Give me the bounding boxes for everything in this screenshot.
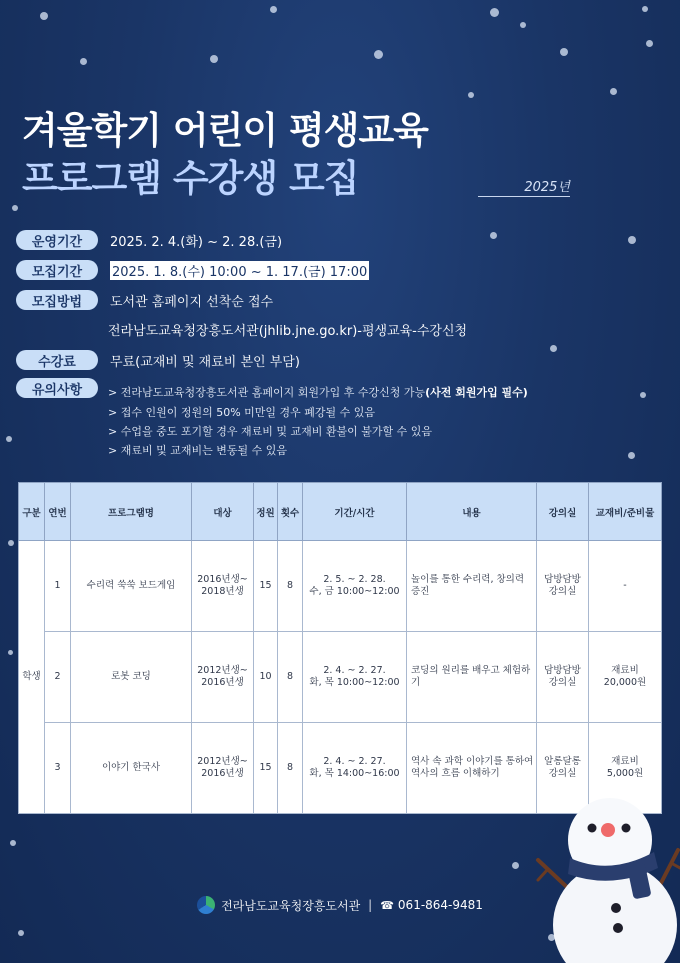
header-count: 횟수 — [278, 483, 303, 541]
cell-capacity: 15 — [254, 541, 278, 632]
info-notes — [16, 378, 98, 398]
snowflake — [490, 8, 499, 17]
snowflake — [646, 40, 653, 47]
title-line-2: 프로그램 수강생 모집 — [22, 157, 359, 200]
snowflake — [560, 48, 568, 56]
snowflake — [468, 92, 474, 98]
snowflake — [80, 58, 87, 65]
snowflake — [640, 392, 646, 398]
table-row — [19, 541, 662, 632]
header-category: 구분 — [19, 483, 45, 541]
footer — [0, 896, 680, 914]
snowflake — [8, 650, 13, 655]
cell-count: 8 — [278, 541, 303, 632]
cell-name: 이야기 한국사 — [71, 723, 192, 814]
snowflake — [642, 6, 648, 12]
label-operation-period: 운영기간 — [16, 230, 98, 250]
info-fee — [16, 350, 300, 370]
footer-separator: | — [368, 898, 373, 912]
cell-room: 담방담방 강의실 — [537, 541, 589, 632]
label-fee: 수강료 — [16, 350, 98, 370]
year-label: 2025년 — [478, 176, 570, 197]
label-notes: 유의사항 — [16, 378, 98, 398]
cell-name: 로봇 코딩 — [71, 632, 192, 723]
value-recruit-period: 2025. 1. 8.(수) 10:00 ~ 1. 17.(금) 17:00 — [110, 261, 369, 280]
library-logo-icon — [197, 896, 215, 914]
cell-cost: - — [589, 541, 662, 632]
program-table — [18, 482, 661, 814]
snowflake — [10, 840, 16, 846]
cell-target: 2012년생~ 2016년생 — [192, 632, 254, 723]
cell-content: 놀이를 통한 수리력, 창의력 증진 — [407, 541, 537, 632]
cell-count: 8 — [278, 632, 303, 723]
table-row — [19, 632, 662, 723]
header-period: 기간/시간 — [303, 483, 407, 541]
cell-group: 학생 — [19, 541, 45, 814]
info-recruit-method-2 — [108, 320, 467, 339]
value-fee: 무료(교재비 및 재료비 본인 부담) — [110, 354, 300, 370]
info-recruit-method — [16, 290, 273, 310]
header-content: 내용 — [407, 483, 537, 541]
cell-content: 코딩의 원리를 배우고 체험하기 — [407, 632, 537, 723]
cell-period: 2. 4. ~ 2. 27. 화, 목 14:00~16:00 — [303, 723, 407, 814]
snowflake — [270, 6, 277, 13]
cell-content: 역사 속 과학 이야기를 통하여 역사의 흐름 이해하기 — [407, 723, 537, 814]
cell-no: 3 — [45, 723, 71, 814]
snowflake — [628, 236, 636, 244]
cell-no: 2 — [45, 632, 71, 723]
cell-cost: 재료비 20,000원 — [589, 632, 662, 723]
note-2: > 접수 인원이 정원의 50% 미만일 경우 폐강될 수 있음 — [108, 406, 376, 419]
footer-org-name: 전라남도교육청장흥도서관 — [221, 898, 361, 913]
snowflake — [374, 50, 383, 59]
snowflake — [6, 436, 12, 442]
snowflake — [40, 12, 48, 20]
header-target: 대상 — [192, 483, 254, 541]
note-3: > 수업을 중도 포기할 경우 재료비 및 교재비 환불이 불가할 수 있음 — [108, 425, 432, 438]
note-4: > 재료비 및 교재비는 변동될 수 있음 — [108, 444, 287, 457]
cell-no: 1 — [45, 541, 71, 632]
value-operation-period: 2025. 2. 4.(화) ~ 2. 28.(금) — [110, 234, 283, 250]
table-header-row — [19, 483, 662, 541]
snowflake — [628, 452, 635, 459]
cell-target: 2016년생~ 2018년생 — [192, 541, 254, 632]
cell-room: 알롱달롱 강의실 — [537, 723, 589, 814]
label-recruit-period: 모집기간 — [16, 260, 98, 280]
header-program: 프로그램명 — [71, 483, 192, 541]
value-recruit-url: 전라남도교육청장흥도서관(jhlib.jne.go.kr)-평생교육-수강신청 — [108, 324, 468, 339]
snowflake — [610, 88, 617, 95]
cell-period: 2. 5. ~ 2. 28. 수, 금 10:00~12:00 — [303, 541, 407, 632]
info-recruit-period — [16, 260, 369, 280]
title-line-1: 겨울학기 어린이 평생교육 — [22, 109, 428, 152]
snowflake — [210, 55, 218, 63]
header-room: 강의실 — [537, 483, 589, 541]
phone-icon: ☎ — [380, 898, 394, 912]
note-1-bold: (사전 회원가입 필수) — [425, 386, 528, 399]
snowflake — [520, 22, 526, 28]
label-recruit-method: 모집방법 — [16, 290, 98, 310]
cell-count: 8 — [278, 723, 303, 814]
snowflake — [12, 205, 18, 211]
cell-cost: 재료비 5,000원 — [589, 723, 662, 814]
value-recruit-method: 도서관 홈페이지 선착순 접수 — [110, 294, 274, 310]
snowflake — [512, 862, 519, 869]
snowman-illustration — [530, 790, 680, 963]
footer-phone: 061-864-9481 — [397, 898, 483, 912]
cell-name: 수리력 쑥쑥 보드게임 — [71, 541, 192, 632]
cell-room: 담방담방 강의실 — [537, 632, 589, 723]
info-operation-period — [16, 230, 282, 250]
cell-period: 2. 4. ~ 2. 27. 화, 목 10:00~12:00 — [303, 632, 407, 723]
header-number: 연번 — [45, 483, 71, 541]
cell-capacity: 10 — [254, 632, 278, 723]
snowflake — [18, 930, 24, 936]
note-1: > 전라남도교육청장흥도서관 홈페이지 회원가입 후 수강신청 가능(사전 회원가입 필수) — [108, 386, 528, 399]
cell-target: 2012년생~ 2016년생 — [192, 723, 254, 814]
cell-capacity: 15 — [254, 723, 278, 814]
snowflake — [550, 345, 557, 352]
header-cost: 교재비/준비물 — [589, 483, 662, 541]
snowflake — [8, 540, 14, 546]
snowflake — [490, 232, 497, 239]
header-capacity: 정원 — [254, 483, 278, 541]
